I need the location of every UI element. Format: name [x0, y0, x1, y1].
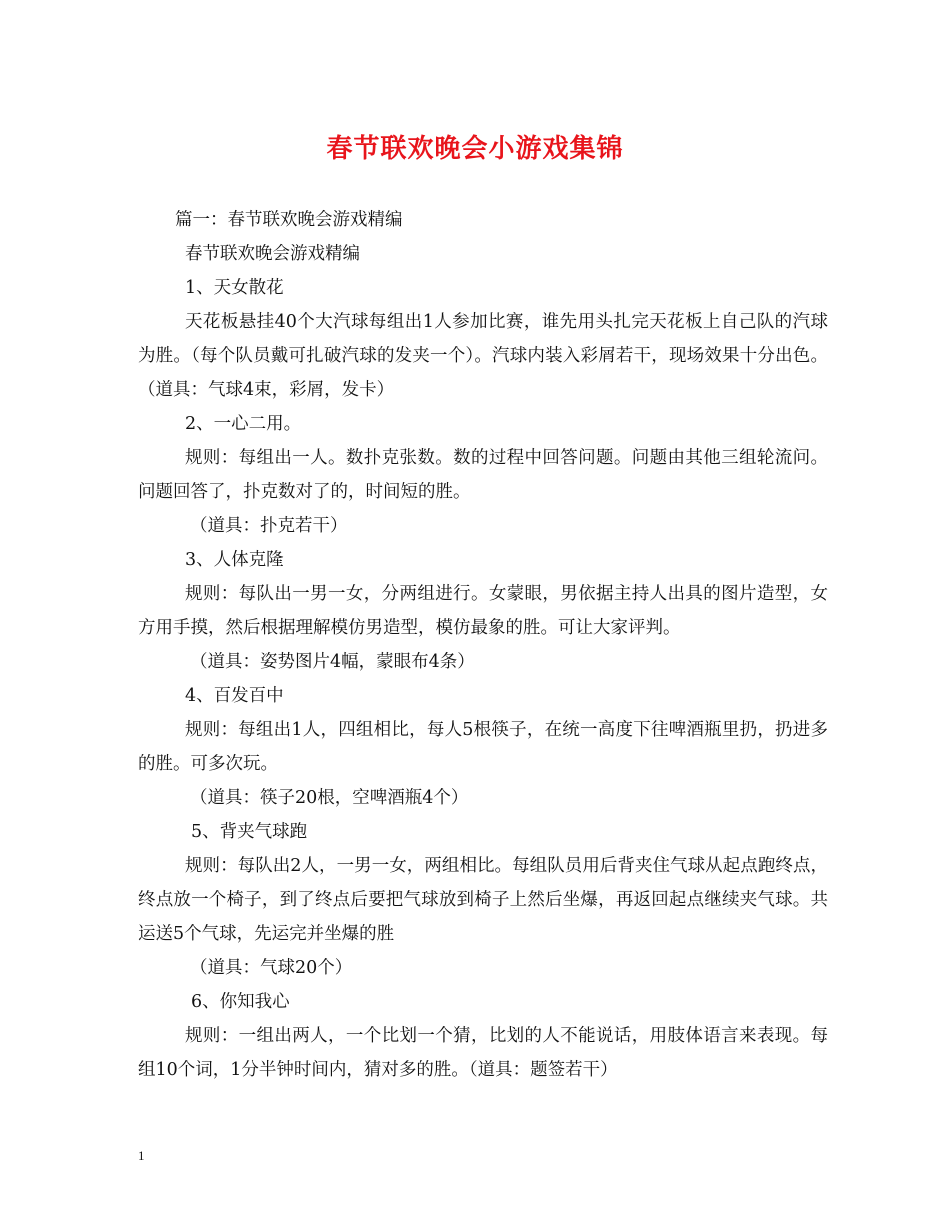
game-heading-6: 6、你知我心	[191, 992, 290, 1012]
game-rule-3: 规则：每队出一男一女，分两组进行。女蒙眼，男依据主持人出具的图片造型，女方用手摸，然后根据理解模仿男造型，模仿最象的胜。可让大家评判。	[138, 584, 828, 638]
game-rule-4: 规则：每组出1人，四组相比，每人5根筷子，在统一高度下往啤酒瓶里扔，扔进多的胜。可多次玩。	[138, 720, 828, 774]
game-rule-5: 规则：每队出2人，一男一女，两组相比。每组队员用后背夹住气球从起点跑终点，终点放一个椅子，到了终点后要把气球放到椅子上然后坐爆，再返回起点继续夹气球。共运送5个气球，先运完并坐爆的胜	[138, 856, 828, 944]
subheading: 春节联欢晚会游戏精编	[185, 244, 360, 264]
game-props-3: （道具：姿势图片4幅，蒙眼布4条）	[190, 652, 475, 672]
game-rule-1: 天花板悬挂40个大汽球每组出1人参加比赛，谁先用头扎完天花板上自己队的汽球为胜。（每个队员戴可扎破汽球的发夹一个）。汽球内装入彩屑若干，现场效果十分出色。 （道具：气球4束，彩屑，发卡）	[138, 312, 828, 400]
game-heading-4: 4、百发百中	[185, 686, 284, 706]
game-heading-2: 2、一心二用。	[185, 414, 302, 434]
document-body	[138, 203, 828, 1087]
game-rule-6: 规则：一组出两人，一个比划一个猜，比划的人不能说话，用肢体语言来表现。每组10个词，1分半钟时间内，猜对多的胜。（道具：题签若干）	[138, 1026, 828, 1080]
game-rule-2: 规则：每组出一人。数扑克张数。数的过程中回答问题。问题由其他三组轮流问。问题回答了，扑克数对了的，时间短的胜。	[138, 448, 828, 502]
game-heading-1: 1、天女散花	[185, 278, 284, 298]
game-heading-3: 3、人体克隆	[185, 550, 284, 570]
game-props-2: （道具：扑克若干）	[190, 516, 348, 536]
section-heading: 篇一：春节联欢晚会游戏精编	[175, 210, 403, 230]
document-title: 春节联欢晚会小游戏集锦	[326, 134, 624, 164]
game-props-4: （道具：筷子20根，空啤酒瓶4个）	[190, 788, 469, 808]
page-number: 1	[138, 1148, 145, 1163]
game-heading-5: 5、背夹气球跑	[191, 822, 308, 842]
game-props-5: （道具：气球20个）	[190, 958, 353, 978]
